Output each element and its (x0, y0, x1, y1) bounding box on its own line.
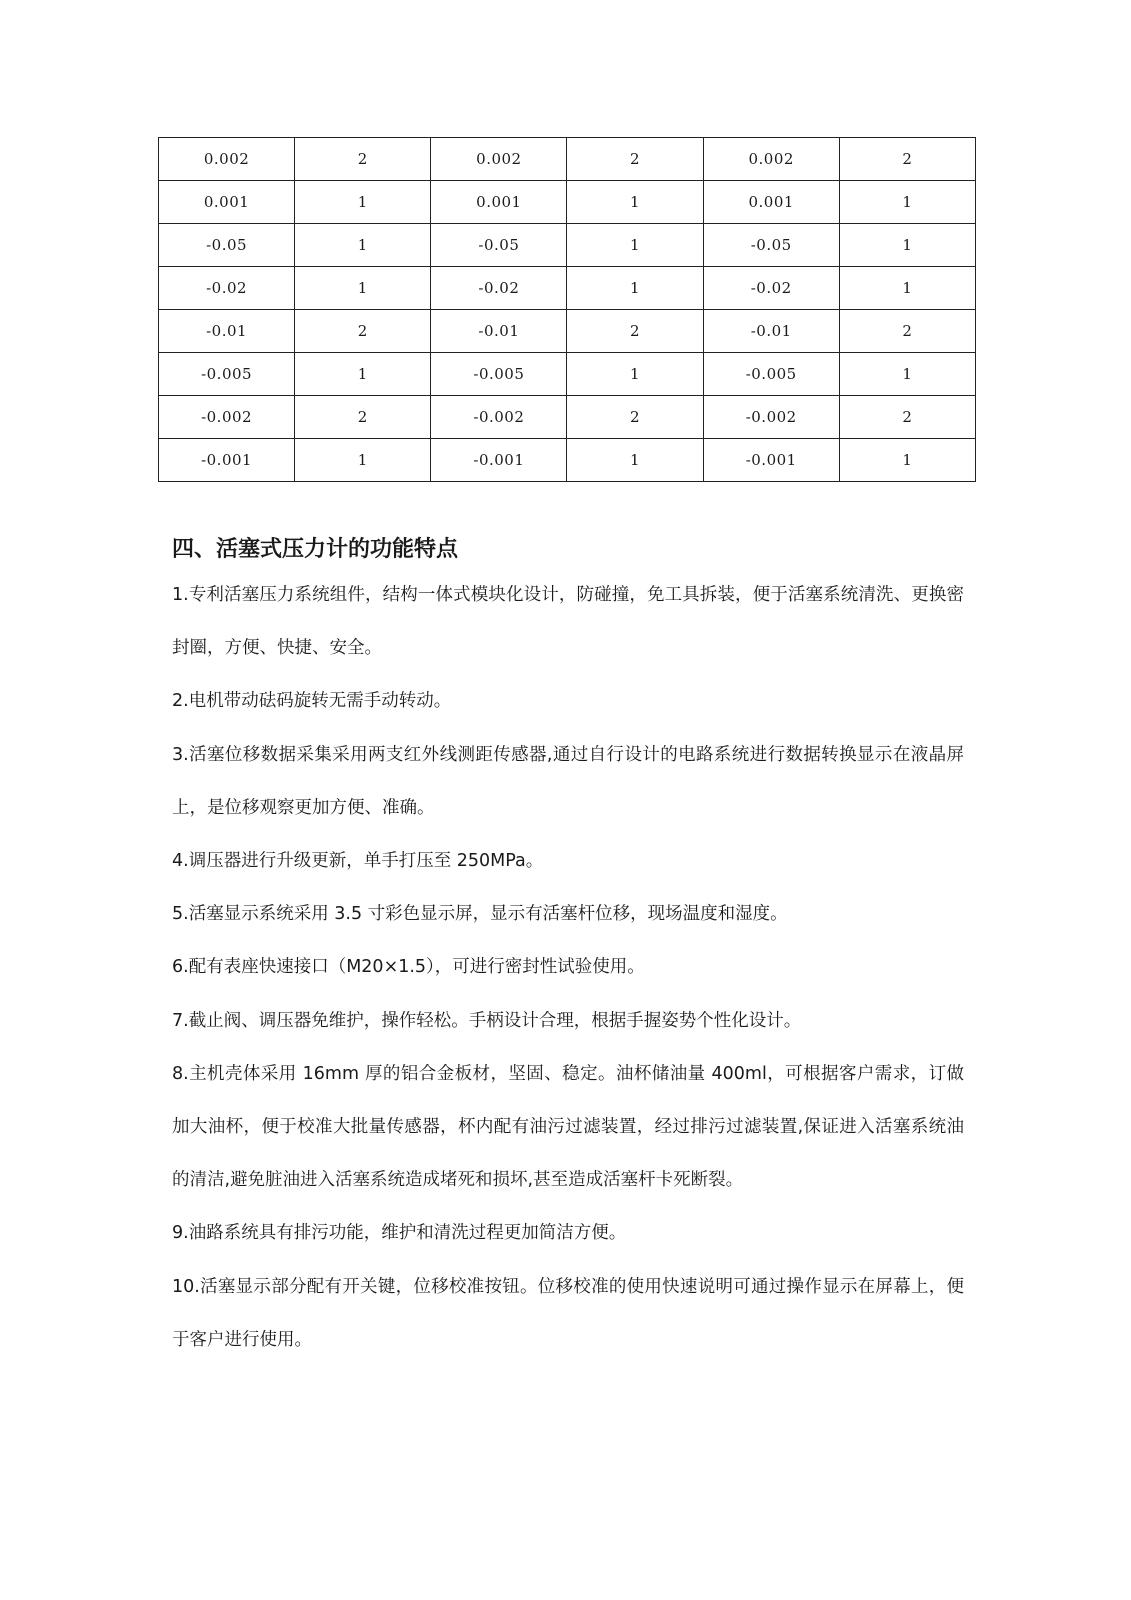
table-cell: -0.005 (431, 353, 567, 396)
feature-item: 3.活塞位移数据采集采用两支红外线测距传感器,通过自行设计的电路系统进行数据转换显示在液晶屏上，是位移观察更加方便、准确。 (172, 744, 964, 818)
table-cell: 1 (839, 353, 975, 396)
feature-item: 10.活塞显示部分配有开关键，位移校准按钮。位移校准的使用快速说明可通过操作显示在屏幕上，便于客户进行使用。 (172, 1276, 964, 1350)
feature-item: 5.活塞显示系统采用 3.5 寸彩色显示屏，显示有活塞杆位移，现场温度和湿度。 (172, 904, 788, 925)
table-cell: 1 (295, 224, 431, 267)
feature-item: 8.主机壳体采用 16mm 厚的铝合金板材，坚固、稳定。油杯储油量 400ml，可根据客户需求，订做加大油杯，便于校准大批量传感器，杯内配有油污过滤装置，经过排污过滤装置,保证进入活塞系统油的清洁,避免脏油进入活塞系统造成堵死和损坏,甚至造成活塞杆卡死断裂。 (172, 1063, 964, 1191)
table-cell: 0.001 (159, 181, 295, 224)
table-cell: 2 (295, 138, 431, 181)
table-row (159, 224, 976, 267)
table-cell: -0.05 (431, 224, 567, 267)
table-cell: 0.002 (431, 138, 567, 181)
feature-item: 7.截止阀、调压器免维护，操作轻松。手柄设计合理，根据手握姿势个性化设计。 (172, 1010, 802, 1031)
table-row (159, 138, 976, 181)
table-cell: -0.005 (159, 353, 295, 396)
table-cell: 2 (839, 396, 975, 439)
table-cell: -0.002 (431, 396, 567, 439)
table-cell: 2 (567, 310, 703, 353)
table-cell: 1 (567, 267, 703, 310)
table-cell: 1 (567, 353, 703, 396)
table-cell: 1 (567, 181, 703, 224)
table-cell: -0.001 (703, 439, 839, 482)
table-row (159, 310, 976, 353)
table-cell: -0.02 (431, 267, 567, 310)
feature-item: 1.专利活塞压力系统组件，结构一体式模块化设计，防碰撞，免工具拆装，便于活塞系统清洗、更换密封圈，方便、快捷、安全。 (172, 585, 964, 659)
table-cell: 1 (839, 267, 975, 310)
feature-list (172, 569, 964, 1367)
table-cell: -0.001 (159, 439, 295, 482)
table-cell: -0.005 (703, 353, 839, 396)
table-cell: 1 (567, 439, 703, 482)
section-title: 四、活塞式压力计的功能特点 (172, 537, 459, 562)
table-cell: 0.002 (159, 138, 295, 181)
table-cell: 1 (839, 439, 975, 482)
table-cell: 1 (839, 224, 975, 267)
table-cell: -0.002 (159, 396, 295, 439)
table-cell: 1 (295, 353, 431, 396)
table-cell: 1 (295, 267, 431, 310)
table-cell: 1 (567, 224, 703, 267)
table-cell: -0.002 (703, 396, 839, 439)
table-cell: -0.02 (703, 267, 839, 310)
table-cell: -0.02 (159, 267, 295, 310)
table-row (159, 439, 976, 482)
table-row (159, 353, 976, 396)
table-cell: 2 (567, 138, 703, 181)
table-cell: 0.002 (703, 138, 839, 181)
table-cell: 2 (295, 396, 431, 439)
table-cell: -0.05 (703, 224, 839, 267)
table-cell: 2 (839, 310, 975, 353)
feature-item: 4.调压器进行升级更新，单手打压至 250MPa。 (172, 851, 544, 872)
table-cell: 1 (839, 181, 975, 224)
table-cell: 0.001 (703, 181, 839, 224)
table-cell: 0.001 (431, 181, 567, 224)
table-cell: -0.001 (431, 439, 567, 482)
feature-item: 6.配有表座快速接口（M20×1.5），可进行密封性试验使用。 (172, 957, 645, 978)
table-row (159, 267, 976, 310)
table-cell: -0.01 (431, 310, 567, 353)
feature-item: 9.油路系统具有排污功能，维护和清洗过程更加简洁方便。 (172, 1223, 627, 1244)
data-table (158, 137, 976, 482)
table-cell: -0.05 (159, 224, 295, 267)
feature-item: 2.电机带动砝码旋转无需手动转动。 (172, 691, 452, 712)
table-cell: 2 (295, 310, 431, 353)
table-cell: 2 (839, 138, 975, 181)
table-cell: 1 (295, 439, 431, 482)
table-cell: -0.01 (703, 310, 839, 353)
table-cell: 2 (567, 396, 703, 439)
table-cell: 1 (295, 181, 431, 224)
table-row (159, 181, 976, 224)
table-row (159, 396, 976, 439)
table-cell: -0.01 (159, 310, 295, 353)
